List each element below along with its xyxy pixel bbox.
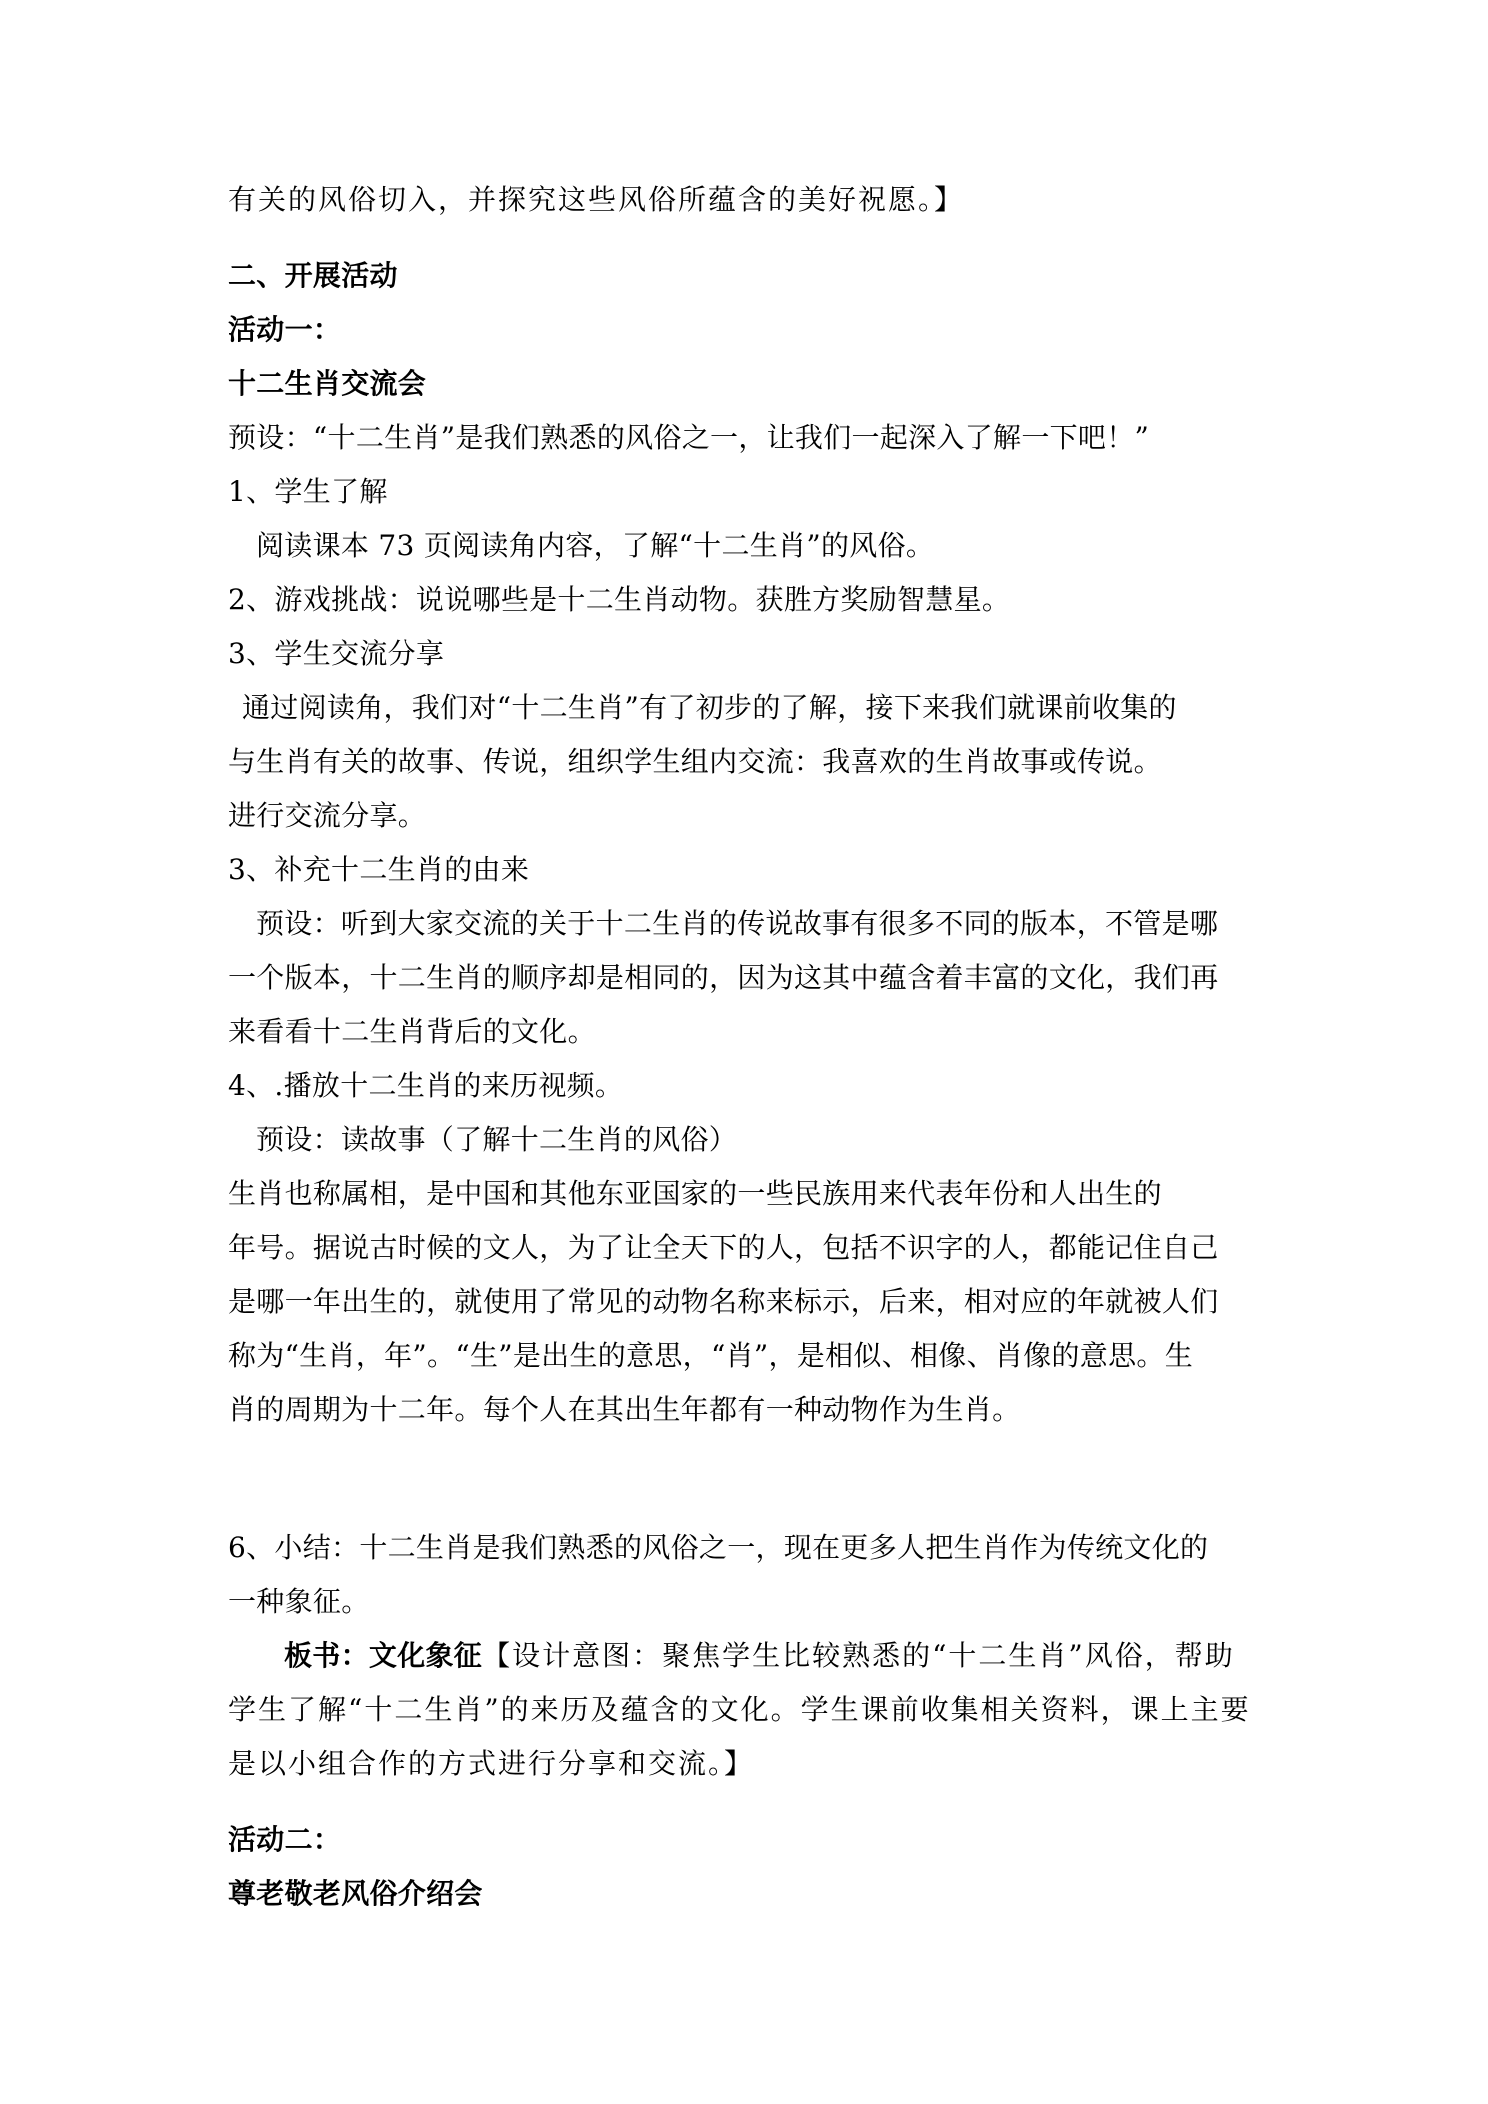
list-item: 6、小结：十二生肖是我们熟悉的风俗之一，现在更多人把生肖作为传统文化的 — [228, 1531, 1209, 1564]
paragraph-line: 一种象征。 — [228, 1585, 370, 1618]
design-intent-line: 学生了解“十二生肖”的来历及蕴含的文化。学生课前收集相关资料，课上主要 — [228, 1693, 1251, 1726]
activity-title: 尊老敬老风俗介绍会 — [228, 1877, 483, 1910]
list-item: 2、游戏挑战：说说哪些是十二生肖动物。获胜方奖励智慧星。 — [228, 583, 1011, 616]
paragraph-line: 阅读课本 73 页阅读角内容，了解“十二生肖”的风俗。 — [256, 529, 935, 562]
design-intent-end: 有关的风俗切入，并探究这些风俗所蕴含的美好祝愿。】 — [228, 183, 965, 216]
paragraph-line: 预设：读故事（了解十二生肖的风俗） — [256, 1123, 738, 1156]
list-item: 4、.播放十二生肖的来历视频。 — [228, 1069, 624, 1102]
paragraph-line: 肖的周期为十二年。每个人在其出生年都有一种动物作为生肖。 — [228, 1393, 1021, 1426]
paragraph-line: 预设：听到大家交流的关于十二生肖的传说故事有很多不同的版本，不管是哪 — [256, 907, 1219, 940]
paragraph-line: 通过阅读角，我们对“十二生肖”有了初步的了解，接下来我们就课前收集的 — [242, 691, 1177, 724]
activity-title: 十二生肖交流会 — [228, 367, 427, 400]
list-item: 3、学生交流分享 — [228, 637, 445, 670]
paragraph-line: 来看看十二生肖背后的文化。 — [228, 1015, 596, 1048]
board-writing — [284, 1636, 1324, 1676]
design-intent-line: 是以小组合作的方式进行分享和交流。】 — [228, 1747, 755, 1780]
paragraph-line: 与生肖有关的故事、传说，组织学生组内交流：我喜欢的生肖故事或传说。 — [228, 745, 1162, 778]
list-item: 1、学生了解 — [228, 475, 388, 508]
paragraph-line: 一个版本，十二生肖的顺序却是相同的，因为这其中蕴含着丰富的文化，我们再 — [228, 961, 1219, 994]
activity-heading: 活动二： — [228, 1823, 342, 1856]
paragraph-line: 是哪一年出生的，就使用了常见的动物名称来标示，后来，相对应的年就被人们 — [228, 1285, 1219, 1318]
paragraph-line: 预设：“十二生肖”是我们熟悉的风俗之一，让我们一起深入了解一下吧！” — [228, 421, 1150, 454]
paragraph-line: 年号。据说古时候的文人，为了让全天下的人，包括不识字的人，都能记住自己 — [228, 1231, 1219, 1264]
activity-heading: 活动一： — [228, 313, 342, 346]
board-writing-label: 板书：文化象征 — [284, 1639, 483, 1672]
paragraph-line: 称为“生肖，年”。“生”是出生的意思，“肖”，是相似、相像、肖像的意思。生 — [228, 1339, 1193, 1372]
paragraph-line: 生肖也称属相，是中国和其他东亚国家的一些民族用来代表年份和人出生的 — [228, 1177, 1162, 1210]
design-intent-start: 【设计意图：聚焦学生比较熟悉的“十二生肖”风俗，帮助 — [482, 1639, 1235, 1672]
section-heading: 二、开展活动 — [228, 259, 398, 292]
list-item: 3、补充十二生肖的由来 — [228, 853, 530, 886]
paragraph-line: 进行交流分享。 — [228, 799, 427, 832]
